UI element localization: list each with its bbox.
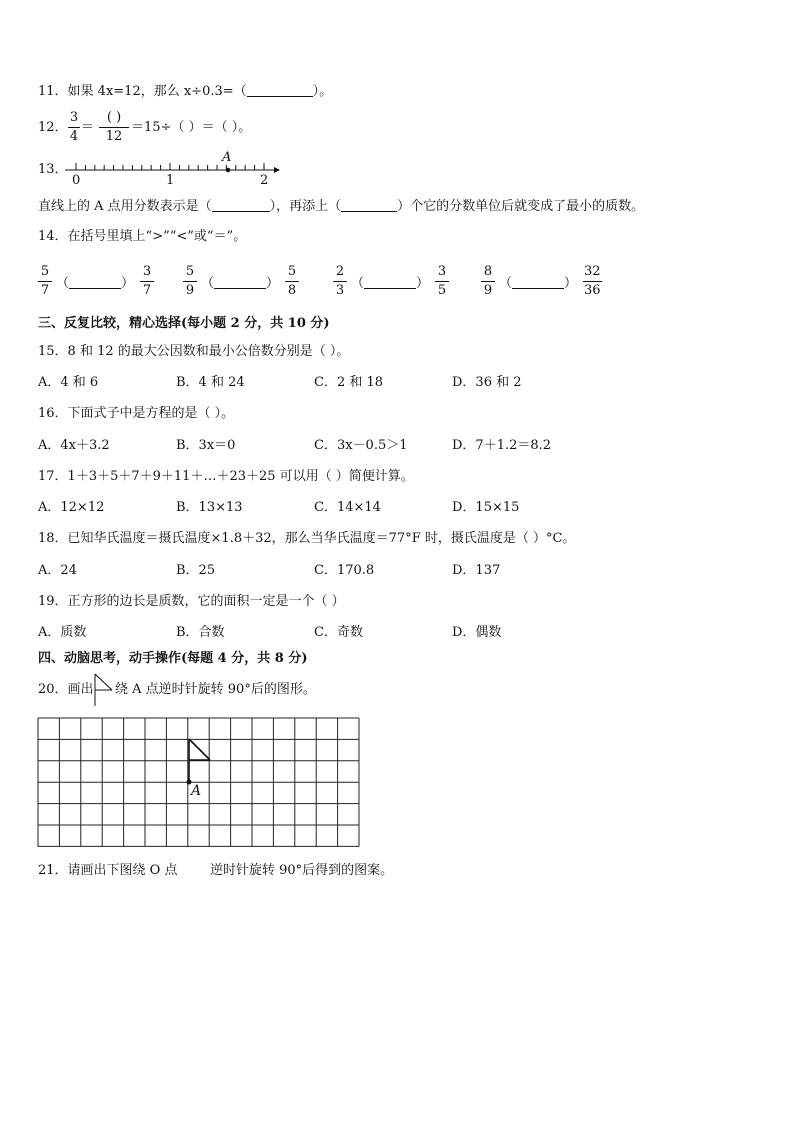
q20-text-a: 20．画出 (38, 682, 94, 697)
q14-pair-2-right-fraction (285, 264, 299, 299)
q16-option-a[interactable]: A．4x＋3.2 (38, 438, 110, 453)
answer-line[interactable] (214, 276, 266, 289)
q19-text: 19．正方形的边长是质数，它的面积一定是一个（ ） (38, 594, 345, 609)
q11-answer-blank[interactable] (247, 84, 313, 97)
section-3-heading: 三、反复比较，精心选择(每小题 2 分，共 10 分) (38, 316, 330, 331)
grid-point-a-label: A (191, 783, 202, 799)
q16-option-b[interactable]: B．3x＝0 (176, 438, 236, 453)
q15-option-a[interactable]: A．4 和 6 (38, 375, 99, 390)
q14-pair-1-right-fraction-numerator: 3 (142, 264, 152, 279)
q16-text: 16．下面式子中是方程的是（ ）。 (38, 406, 235, 421)
paren-right: ） (266, 276, 280, 291)
q16-option-c[interactable]: C．3x－0.5＞1 (314, 438, 408, 453)
q18-option-c[interactable]: C．170.8 (314, 563, 375, 578)
q14-pair-1-answer-blank[interactable] (56, 276, 134, 292)
arrow-head-icon (274, 167, 280, 173)
q14-pair-4-right-fraction-denominator: 36 (584, 283, 601, 298)
q14-pair-3-right-fraction (435, 264, 449, 299)
point-a-label: A (222, 150, 232, 165)
q12-number: 12． (38, 120, 68, 135)
q19-option-c[interactable]: C．奇数 (314, 625, 363, 640)
q14-pair-2-left-fraction-denominator: 9 (185, 283, 195, 298)
paren-left: （ (201, 276, 215, 291)
q11-text-b: ）。 (312, 84, 333, 99)
q12-equals: ＝ (81, 120, 95, 135)
q17-option-c[interactable]: C．14×14 (314, 500, 381, 515)
q12-frac1-numerator: 3 (69, 110, 79, 125)
q12-frac1-denominator: 4 (69, 129, 79, 144)
q17-text: 17．1＋3＋5＋7＋9＋11＋…＋23＋25 可以用（ ）简便计算。 (38, 469, 414, 484)
q12-rest[interactable]: ＝15÷（ ）＝（ ）。 (131, 120, 252, 135)
q14-pair-1-right-fraction (140, 264, 154, 299)
q14-pair-3-answer-blank[interactable] (351, 276, 429, 292)
paren-left: （ (499, 276, 513, 291)
q15-option-c[interactable]: C．2 和 18 (314, 375, 384, 390)
q13-text-a: 直线上的 A 点用分数表示是（ (38, 199, 212, 214)
q19-option-d[interactable]: D．偶数 (452, 625, 502, 640)
q13-text-b: ），再添上（ (269, 199, 342, 214)
q15-option-b[interactable]: B．4 和 24 (176, 375, 245, 390)
q15-text: 15．8 和 12 的最大公因数和最小公倍数分别是（ ）。 (38, 344, 350, 359)
q14-pair-4-right-fraction (583, 264, 602, 299)
paren-right: ） (121, 276, 135, 291)
q14-pair-1-right-fraction-denominator: 7 (142, 283, 152, 298)
q16-option-d[interactable]: D．7＋1.2＝8.2 (452, 438, 552, 453)
q13-blank-1[interactable] (212, 199, 270, 212)
answer-line[interactable] (512, 276, 564, 289)
q14-pair-3-left-fraction-numerator: 2 (335, 264, 345, 279)
answer-line[interactable] (69, 276, 121, 289)
flag-shape-icon (93, 673, 115, 707)
q11-text-a: 11．如果 4x=12，那么 x÷0.3=（ (38, 84, 247, 99)
q14-pair-4-right-fraction-numerator: 32 (584, 264, 601, 279)
q18-option-d[interactable]: D．137 (452, 563, 501, 578)
q15-option-d[interactable]: D．36 和 2 (452, 375, 522, 390)
q21-text-b: 逆时针旋转 90°后得到的图案。 (210, 863, 394, 878)
q14-pair-4-left-fraction (481, 264, 495, 299)
q14-pair-2-left-fraction (183, 264, 197, 299)
paren-right: ） (416, 276, 430, 291)
q17-option-d[interactable]: D．15×15 (452, 500, 520, 515)
q14-pair-4-left-fraction-numerator: 8 (483, 264, 493, 279)
q14-pair-3-right-fraction-numerator: 3 (437, 264, 447, 279)
q14-pair-2-right-fraction-numerator: 5 (287, 264, 297, 279)
paren-right: ） (564, 276, 578, 291)
tick-label-1: 1 (166, 173, 175, 188)
q14-text: 14．在括号里填上“>”“<”或“＝”。 (38, 229, 247, 244)
q14-pair-2-right-fraction-denominator: 8 (287, 283, 297, 298)
q20-text-b: 绕 A 点逆时针旋转 90°后的图形。 (115, 682, 316, 697)
q18-option-b[interactable]: B．25 (176, 563, 216, 578)
q18-text: 18．已知华氏温度＝摄氏温度×1.8＋32，那么当华氏温度＝77°F 时，摄氏温度是（ ）°C。 (38, 531, 576, 546)
q14-pair-4-left-fraction-denominator: 9 (483, 283, 493, 298)
q17-option-b[interactable]: B．13×13 (176, 500, 243, 515)
q17-option-a[interactable]: A．12×12 (38, 500, 105, 515)
paren-left: （ (56, 276, 70, 291)
q13-text-c: ）个它的分数单位后就变成了最小的质数。 (397, 199, 645, 214)
grid-paper (37, 717, 361, 847)
q21-text-a: 21．请画出下图绕 O 点 (38, 863, 178, 878)
q14-pair-2-left-fraction-numerator: 5 (185, 264, 195, 279)
q12-frac2-numerator[interactable]: ( ) (106, 110, 122, 125)
q12-fraction-3-4 (68, 110, 80, 145)
q14-pair-1-left-fraction-denominator: 7 (40, 283, 50, 298)
point-a-dot (226, 168, 231, 173)
q18-option-a[interactable]: A．24 (38, 563, 77, 578)
q14-pair-3-left-fraction-denominator: 3 (335, 283, 345, 298)
q13-number: 13． (38, 162, 68, 177)
question-11 (38, 84, 332, 100)
q13-question (38, 199, 644, 215)
q12-frac2-denominator: 12 (105, 129, 123, 144)
q14-pair-3-left-fraction (333, 264, 347, 299)
section-4-heading: 四、动脑思考，动手操作(每题 4 分，共 8 分) (38, 651, 308, 666)
q12-fraction-blank-12 (99, 110, 129, 145)
paren-left: （ (351, 276, 365, 291)
q14-pair-2-answer-blank[interactable] (201, 276, 279, 292)
answer-line[interactable] (364, 276, 416, 289)
q14-pair-1-left-fraction-numerator: 5 (40, 264, 50, 279)
q14-pair-3-right-fraction-denominator: 5 (437, 283, 447, 298)
q14-pair-4-answer-blank[interactable] (499, 276, 577, 292)
q19-option-b[interactable]: B．合数 (176, 625, 225, 640)
q19-option-a[interactable]: A．质数 (38, 625, 87, 640)
q13-blank-2[interactable] (341, 199, 397, 212)
tick-label-0: 0 (72, 173, 81, 188)
q14-pair-1-left-fraction (38, 264, 52, 299)
tick-label-2: 2 (260, 173, 269, 188)
